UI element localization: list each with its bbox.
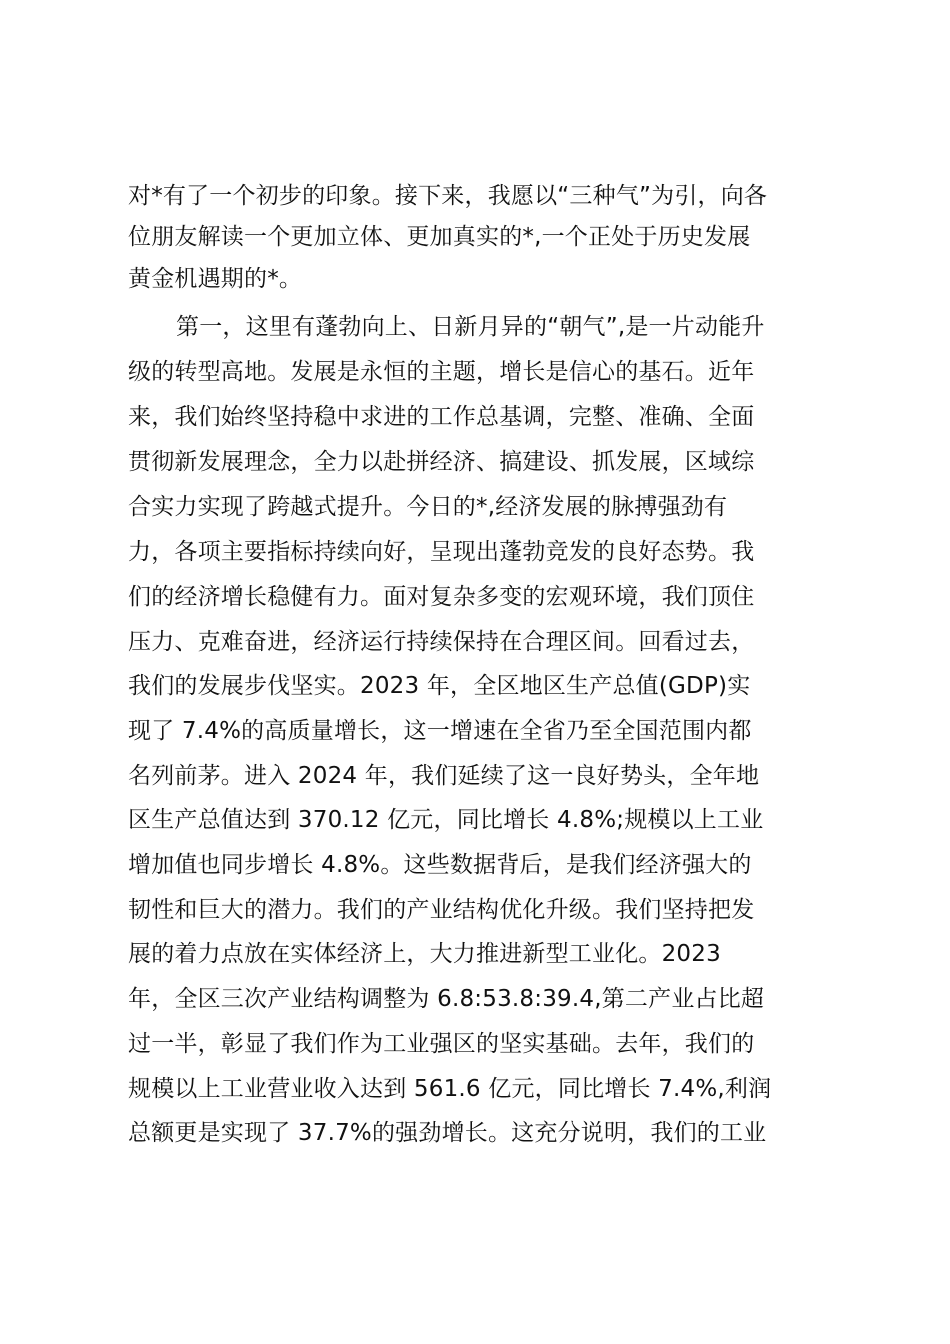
text-line: 来，我们始终坚持稳中求进的工作总基调，完整、准确、全面 [128, 404, 755, 430]
text-line: 总额更是实现了 37.7%的强劲增长。这充分说明，我们的工业 [128, 1120, 767, 1146]
text-line: 展的着力点放在实体经济上，大力推进新型工业化。2023 [128, 941, 721, 967]
text-line: 增加值也同步增长 4.8%。这些数据背后，是我们经济强大的 [128, 852, 752, 878]
paragraph-first-line: 第一，这里有蓬勃向上、日新月异的“朝气”,是一片动能升 [176, 314, 765, 340]
text-line: 年，全区三次产业结构调整为 6.8:53.8:39.4,第二产业占比超 [128, 986, 765, 1012]
text-line: 力，各项主要指标持续向好，呈现出蓬勃竞发的良好态势。我 [128, 539, 755, 565]
text-line: 规模以上工业营业收入达到 561.6 亿元，同比增长 7.4%,利润 [128, 1076, 772, 1102]
text-line: 压力、克难奋进，经济运行持续保持在合理区间。回看过去， [128, 629, 755, 655]
text-line: 们的经济增长稳健有力。面对复杂多变的宏观环境，我们顶住 [128, 584, 755, 610]
text-line: 贯彻新发展理念，全力以赴拼经济、搞建设、抓发展，区域综 [128, 449, 755, 475]
text-line: 韧性和巨大的潜力。我们的产业结构优化升级。我们坚持把发 [128, 897, 755, 923]
text-line: 我们的发展步伐坚实。2023 年，全区地区生产总值(GDP)实 [128, 673, 751, 699]
text-line: 现了 7.4%的高质量增长，这一增速在全省乃至全国范围内都 [128, 718, 752, 744]
text-line: 黄金机遇期的*。 [128, 266, 303, 292]
text-line: 级的转型高地。发展是永恒的主题，增长是信心的基石。近年 [128, 359, 755, 385]
text-line: 对*有了一个初步的印象。接下来，我愿以“三种气”为引，向各 [128, 183, 768, 209]
text-line: 位朋友解读一个更加立体、更加真实的*,一个正处于历史发展 [128, 224, 751, 250]
text-line: 合实力实现了跨越式提升。今日的*,经济发展的脉搏强劲有 [128, 494, 728, 520]
text-line: 区生产总值达到 370.12 亿元，同比增长 4.8%;规模以上工业 [128, 807, 764, 833]
text-line: 名列前茅。进入 2024 年，我们延续了这一良好势头，全年地 [128, 763, 760, 789]
text-line: 过一半，彰显了我们作为工业强区的坚实基础。去年，我们的 [128, 1031, 755, 1057]
